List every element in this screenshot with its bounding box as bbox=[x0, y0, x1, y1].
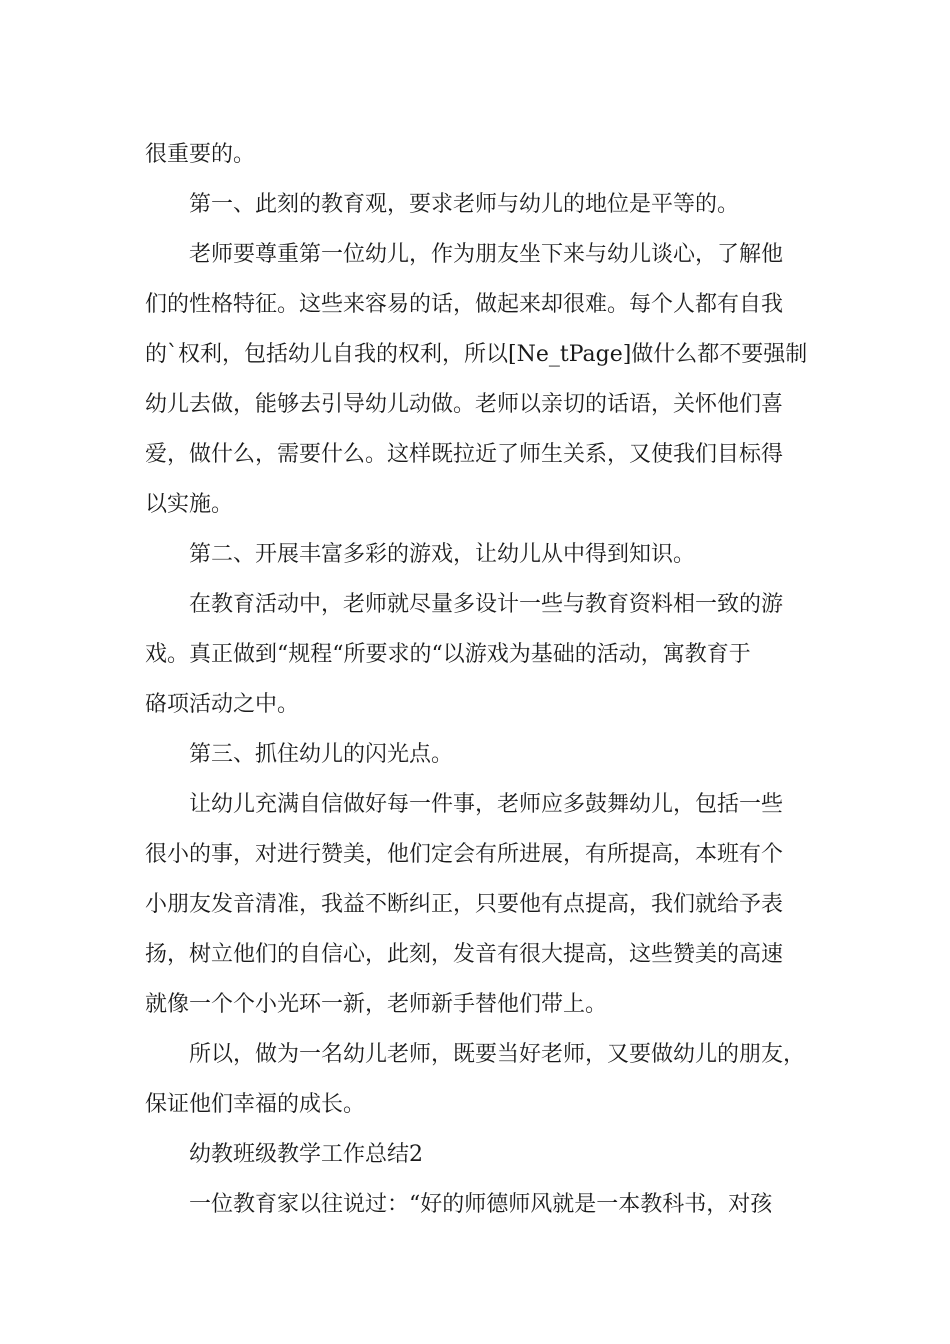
text-line: 让幼儿充满自信做好每一件事，老师应多鼓舞幼儿，包括一些 bbox=[189, 792, 784, 817]
document-body bbox=[145, 130, 810, 1230]
text-line: 保证他们幸福的成长。 bbox=[145, 1092, 366, 1117]
text-line: 第一、此刻的教育观，要求老师与幼儿的地位是平等的。 bbox=[189, 192, 740, 217]
text-line: 第三、抓住幼儿的闪光点。 bbox=[189, 742, 454, 767]
section-heading: 幼教班级教学工作总结2 bbox=[189, 1142, 423, 1167]
text-line: 小朋友发音清准，我益不断纠正，只要他有点提高，我们就给予表 bbox=[145, 892, 784, 917]
text-line: 幼儿去做，能够去引导幼儿动做。老师以亲切的话语，关怀他们喜 bbox=[145, 392, 784, 417]
text-line: 们的性格特征。这些来容易的话，做起来却很难。每个人都有自我 bbox=[145, 292, 784, 317]
text-line: 老师要尊重第一位幼儿，作为朋友坐下来与幼儿谈心，了解他 bbox=[189, 242, 784, 267]
text-line: 硌项活动之中。 bbox=[145, 692, 300, 717]
text-line: 戏。真正做到“规程“所要求的“以游戏为基础的活动，寓教育于 bbox=[145, 642, 751, 667]
text-line: 在教育活动中，老师就尽量多设计一些与教育资料相一致的游 bbox=[189, 592, 784, 617]
text-line: 一位教育家以往说过：“好的师德师风就是一本教科书，对孩 bbox=[189, 1192, 773, 1217]
text-line: 所以，做为一名幼儿老师，既要当好老师，又要做幼儿的朋友， bbox=[189, 1042, 806, 1067]
text-line: 扬，树立他们的自信心，此刻，发音有很大提高，这些赞美的高速 bbox=[145, 942, 784, 967]
text-line: 的`权利，包括幼儿自我的权利，所以[Ne_tPage]做什么都不要强制 bbox=[145, 342, 808, 367]
text-line: 就像一个个小光环一新，老师新手替他们带上。 bbox=[145, 992, 608, 1017]
text-line: 很重要的。 bbox=[145, 142, 256, 167]
text-line: 以实施。 bbox=[145, 492, 234, 517]
text-line: 爱，做什么，需要什么。这样既拉近了师生关系，又使我们目标得 bbox=[145, 442, 784, 467]
text-line: 第二、开展丰富多彩的游戏，让幼儿从中得到知识。 bbox=[189, 542, 696, 567]
text-line: 很小的事，对进行赞美，他们定会有所进展，有所提高，本班有个 bbox=[145, 842, 784, 867]
